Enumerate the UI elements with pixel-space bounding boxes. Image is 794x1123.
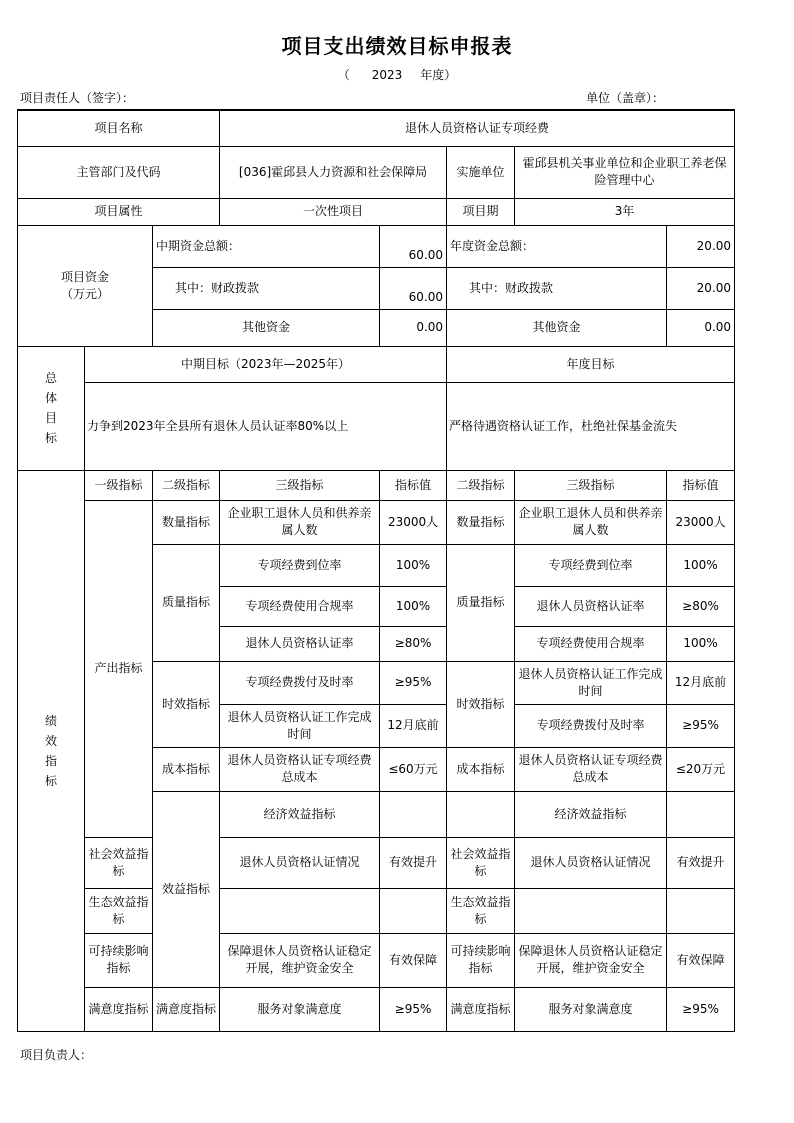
- time-valb: ≥95%: [667, 704, 735, 747]
- year-total-label: 年度资金总额：: [447, 225, 667, 267]
- sat-l3b: 服务对象满意度: [515, 987, 667, 1031]
- unit-label: 单位（盖章）：: [586, 91, 665, 105]
- econ-l3b: [667, 791, 735, 837]
- cost-val: ≤60万元: [380, 747, 447, 791]
- eco-val: [380, 888, 447, 933]
- econ-label-b: 经济效益指标: [515, 791, 667, 837]
- goal-char: 总: [44, 371, 57, 385]
- perf-label: [18, 470, 85, 1031]
- mid-goal-header: 中期目标（2023年—2025年）: [85, 346, 447, 382]
- header-l3: 三级指标: [220, 470, 380, 500]
- fund-label-line1: 项目资金: [60, 269, 109, 284]
- attr-value: 一次性项目: [220, 198, 447, 225]
- sustain-l3b: 保障退休人员资格认证稳定开展，维护资金安全: [515, 933, 667, 987]
- year-total-value: 20.00: [667, 225, 735, 267]
- year-value: 2023: [371, 68, 403, 82]
- impl-label: 实施单位: [447, 146, 515, 198]
- quality-valb: 100%: [667, 544, 735, 586]
- page-title: 项目支出绩效目标申报表: [281, 34, 513, 58]
- econ-val: [447, 791, 515, 837]
- quality-l3b: 专项经费使用合规率: [515, 626, 667, 661]
- goal-char: 体: [44, 391, 57, 405]
- quality-val: 100%: [380, 586, 447, 626]
- perf-char: 绩: [44, 713, 57, 728]
- time-val: 12月底前: [380, 704, 447, 747]
- quality-l3b: 退休人员资格认证率: [515, 586, 667, 626]
- cost-valb: ≤20万元: [667, 747, 735, 791]
- social-l3: 退休人员资格认证情况: [220, 837, 380, 888]
- mid-other-value: 0.00: [380, 309, 447, 346]
- year-goal-text: 严格待遇资格认证工作，杜绝社保基金流失: [447, 382, 735, 470]
- quality-val: ≥80%: [380, 626, 447, 661]
- output-label: 产出指标: [85, 500, 153, 837]
- time-l3b: 专项经费拨付及时率: [515, 704, 667, 747]
- header-l1: 一级指标: [85, 470, 153, 500]
- year-other-value: 0.00: [667, 309, 735, 346]
- perf-char: 标: [44, 773, 57, 788]
- time-l3: 专项经费拨付及时率: [220, 661, 380, 704]
- cost-label-b: 成本指标: [447, 747, 515, 791]
- year-other-label: 其他资金: [447, 309, 667, 346]
- quality-val: 100%: [380, 544, 447, 586]
- time-l3: 退休人员资格认证工作完成时间: [220, 704, 380, 747]
- mid-fiscal-label: 其中：财政拨款: [153, 267, 380, 309]
- sat-l2: 满意度指标: [153, 987, 220, 1031]
- qty-l3: 企业职工退休人员和供养亲属人数: [220, 500, 380, 544]
- econ-l3: [380, 791, 447, 837]
- goal-char: 标: [44, 431, 57, 445]
- quality-l3b: 专项经费到位率: [515, 544, 667, 586]
- header-l3b: 三级指标: [515, 470, 667, 500]
- dept-value: [036]霍邱县人力资源和社会保障局: [220, 146, 447, 198]
- quality-l3: 专项经费使用合规率: [220, 586, 380, 626]
- social-l3b: 退休人员资格认证情况: [515, 837, 667, 888]
- header-val: 指标值: [380, 470, 447, 500]
- sustain-l3: 保障退休人员资格认证稳定开展，维护资金安全: [220, 933, 380, 987]
- sat-l1: 满意度指标: [85, 987, 153, 1031]
- eco-label: 生态效益指标: [85, 888, 153, 933]
- time-l3b: 退休人员资格认证工作完成时间: [515, 661, 667, 704]
- benefit-label: 效益指标: [153, 791, 220, 987]
- header-l2: 二级指标: [153, 470, 220, 500]
- sustain-label: 可持续影响指标: [85, 933, 153, 987]
- social-valb: 有效提升: [667, 837, 735, 888]
- time-valb: 12月底前: [667, 661, 735, 704]
- quality-valb: 100%: [667, 626, 735, 661]
- time-label-b: 时效指标: [447, 661, 515, 747]
- sat-l3: 服务对象满意度: [220, 987, 380, 1031]
- mid-fiscal-value: 60.00: [380, 267, 447, 309]
- qty-valb: 23000人: [667, 500, 735, 544]
- fund-label-line2: （万元）: [60, 286, 109, 301]
- econ-label: 经济效益指标: [220, 791, 380, 837]
- quality-l3: 专项经费到位率: [220, 544, 380, 586]
- year-close: 年度）: [420, 68, 457, 82]
- perf-char: 效: [44, 733, 57, 748]
- goal-char: 目: [44, 411, 57, 425]
- eco-label-b: 生态效益指标: [447, 888, 515, 933]
- social-label: 社会效益指标: [85, 837, 153, 888]
- sat-valb: ≥95%: [667, 987, 735, 1031]
- cost-l3: 退休人员资格认证专项经费总成本: [220, 747, 380, 791]
- fund-label: [18, 225, 153, 346]
- qty-label: 数量指标: [153, 500, 220, 544]
- mid-total-value: 60.00: [380, 225, 447, 267]
- year-goal-header: 年度目标: [447, 346, 735, 382]
- header-l2b: 二级指标: [447, 470, 515, 500]
- year-open: （: [337, 68, 350, 82]
- overall-goal-label: [18, 346, 85, 470]
- mid-goal-text: 力争到2023年全县所有退休人员认证率80%以上: [85, 382, 447, 470]
- quality-l3: 退休人员资格认证率: [220, 626, 380, 661]
- eco-l3b: [515, 888, 667, 933]
- qty-label-b: 数量指标: [447, 500, 515, 544]
- qty-val: 23000人: [380, 500, 447, 544]
- year-line: [0, 66, 794, 83]
- quality-valb: ≥80%: [667, 586, 735, 626]
- time-val: ≥95%: [380, 661, 447, 704]
- dept-label: 主管部门及代码: [18, 146, 220, 198]
- qty-l3b: 企业职工退休人员和供养亲属人数: [515, 500, 667, 544]
- cost-l3b: 退休人员资格认证专项经费总成本: [515, 747, 667, 791]
- mid-other-label: 其他资金: [153, 309, 380, 346]
- eco-valb: [667, 888, 735, 933]
- social-val: 有效提升: [380, 837, 447, 888]
- sustain-valb: 有效保障: [667, 933, 735, 987]
- year-fiscal-label: 其中：财政拨款: [447, 267, 667, 309]
- sustain-label-b: 可持续影响指标: [447, 933, 515, 987]
- mid-total-label: 中期资金总额：: [153, 225, 380, 267]
- quality-label: 质量指标: [153, 544, 220, 661]
- cost-label: 成本指标: [153, 747, 220, 791]
- attr-label: 项目属性: [18, 198, 220, 225]
- header-valb: 指标值: [667, 470, 735, 500]
- time-label: 时效指标: [153, 661, 220, 747]
- footer-label: 项目负责人：: [20, 1048, 93, 1062]
- sat-val: ≥95%: [380, 987, 447, 1031]
- social-label-b: 社会效益指标: [447, 837, 515, 888]
- responsible-label: 项目责任人（签字）：: [20, 91, 135, 105]
- eco-l3: [220, 888, 380, 933]
- performance-table: [17, 109, 735, 1032]
- impl-value: 霍邱县机关事业单位和企业职工养老保险管理中心: [515, 146, 735, 198]
- sustain-val: 有效保障: [380, 933, 447, 987]
- sat-l2b: 满意度指标: [447, 987, 515, 1031]
- project-name-value: 退休人员资格认证专项经费: [220, 110, 735, 146]
- period-value: 3年: [515, 198, 735, 225]
- period-label: 项目期: [447, 198, 515, 225]
- project-name-label: 项目名称: [18, 110, 220, 146]
- year-fiscal-value: 20.00: [667, 267, 735, 309]
- quality-label-b: 质量指标: [447, 544, 515, 661]
- perf-char: 指: [44, 753, 57, 768]
